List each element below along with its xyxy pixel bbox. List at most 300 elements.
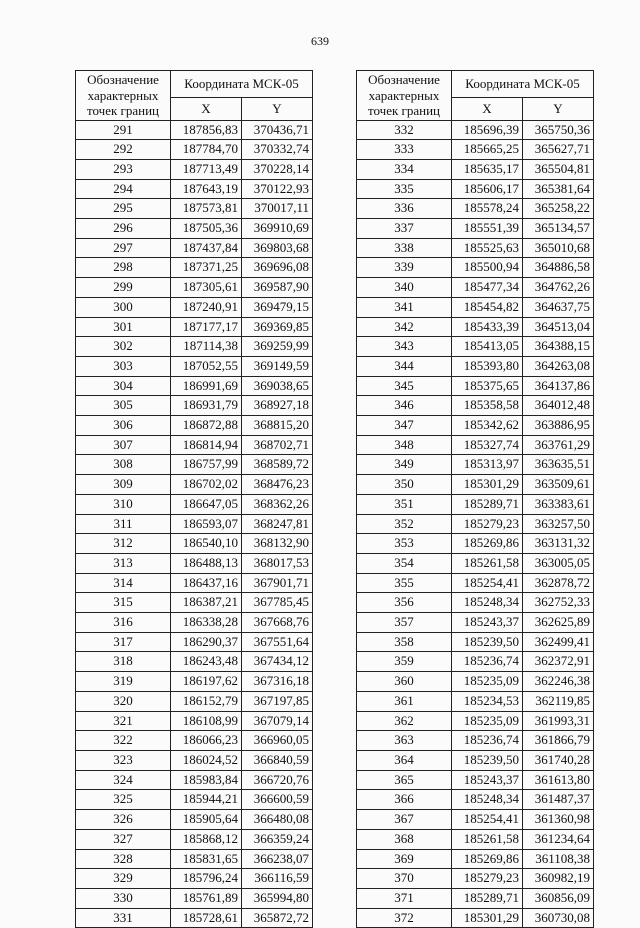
table-row — [76, 731, 313, 751]
point-number: 321 — [76, 711, 171, 731]
point-number: 343 — [357, 337, 452, 357]
x-coordinate: 187052,55 — [171, 356, 242, 376]
table-row — [357, 534, 594, 554]
x-coordinate: 185983,84 — [171, 770, 242, 790]
point-number: 336 — [357, 199, 452, 219]
table-row — [357, 632, 594, 652]
x-coordinate: 185433,39 — [452, 317, 523, 337]
table-row — [76, 120, 313, 140]
point-number: 311 — [76, 514, 171, 534]
table-row — [357, 573, 594, 593]
y-coordinate: 362372,91 — [523, 652, 594, 672]
table-row — [76, 416, 313, 436]
y-coordinate: 368362,26 — [242, 494, 313, 514]
table-row — [357, 317, 594, 337]
table-row — [357, 770, 594, 790]
table-row — [357, 849, 594, 869]
y-coordinate: 370228,14 — [242, 159, 313, 179]
y-coordinate: 365381,64 — [523, 179, 594, 199]
y-coordinate: 361487,37 — [523, 790, 594, 810]
x-coordinate: 185261,58 — [452, 553, 523, 573]
x-coordinate: 185243,37 — [452, 613, 523, 633]
point-number: 315 — [76, 593, 171, 613]
x-coordinate: 186024,52 — [171, 751, 242, 771]
table-row — [76, 337, 313, 357]
x-coordinate: 186702,02 — [171, 475, 242, 495]
table-row — [76, 219, 313, 239]
y-coordinate: 368132,90 — [242, 534, 313, 554]
table-row — [357, 258, 594, 278]
table-row — [357, 120, 594, 140]
point-number: 295 — [76, 199, 171, 219]
x-coordinate: 185342,62 — [452, 416, 523, 436]
y-coordinate: 364513,04 — [523, 317, 594, 337]
point-number: 328 — [76, 849, 171, 869]
y-coordinate: 367901,71 — [242, 573, 313, 593]
point-number: 342 — [357, 317, 452, 337]
y-coordinate: 369803,68 — [242, 238, 313, 258]
x-coordinate: 185254,41 — [452, 573, 523, 593]
point-number: 320 — [76, 691, 171, 711]
x-coordinate: 186991,69 — [171, 376, 242, 396]
x-coordinate: 186593,07 — [171, 514, 242, 534]
y-coordinate: 362625,89 — [523, 613, 594, 633]
table-row — [357, 829, 594, 849]
point-number: 309 — [76, 475, 171, 495]
header-coordinate: Координата МСК-05 — [171, 71, 313, 98]
point-number: 345 — [357, 376, 452, 396]
point-number: 326 — [76, 810, 171, 830]
coordinates-table-right — [356, 70, 594, 928]
y-coordinate: 368702,71 — [242, 435, 313, 455]
point-number: 322 — [76, 731, 171, 751]
y-coordinate: 365134,57 — [523, 219, 594, 239]
header-coordinate: Координата МСК-05 — [452, 71, 594, 98]
y-coordinate: 370017,11 — [242, 199, 313, 219]
x-coordinate: 185235,09 — [452, 711, 523, 731]
x-coordinate: 186931,79 — [171, 396, 242, 416]
x-coordinate: 186540,10 — [171, 534, 242, 554]
x-coordinate: 185313,97 — [452, 455, 523, 475]
table-row — [76, 593, 313, 613]
y-coordinate: 368017,53 — [242, 553, 313, 573]
x-coordinate: 186387,21 — [171, 593, 242, 613]
point-number: 335 — [357, 179, 452, 199]
x-coordinate: 187437,84 — [171, 238, 242, 258]
y-coordinate: 367434,12 — [242, 652, 313, 672]
x-coordinate: 187240,91 — [171, 297, 242, 317]
point-number: 300 — [76, 297, 171, 317]
x-coordinate: 187505,36 — [171, 219, 242, 239]
x-coordinate: 186066,23 — [171, 731, 242, 751]
table-row — [76, 297, 313, 317]
table-row — [76, 258, 313, 278]
point-number: 299 — [76, 278, 171, 298]
x-coordinate: 185248,34 — [452, 790, 523, 810]
table-row — [76, 553, 313, 573]
y-coordinate: 361234,64 — [523, 829, 594, 849]
x-coordinate: 186488,13 — [171, 553, 242, 573]
y-coordinate: 365872,72 — [242, 908, 313, 928]
point-number: 325 — [76, 790, 171, 810]
point-number: 337 — [357, 219, 452, 239]
y-coordinate: 365750,36 — [523, 120, 594, 140]
x-coordinate: 186197,62 — [171, 672, 242, 692]
point-number: 359 — [357, 652, 452, 672]
point-number: 353 — [357, 534, 452, 554]
y-coordinate: 364886,58 — [523, 258, 594, 278]
table-row — [357, 435, 594, 455]
point-number: 334 — [357, 159, 452, 179]
x-coordinate: 185525,63 — [452, 238, 523, 258]
y-coordinate: 364012,48 — [523, 396, 594, 416]
point-number: 324 — [76, 770, 171, 790]
x-coordinate: 187573,81 — [171, 199, 242, 219]
x-coordinate: 185239,50 — [452, 751, 523, 771]
table-row — [357, 199, 594, 219]
point-number: 316 — [76, 613, 171, 633]
y-coordinate: 366720,76 — [242, 770, 313, 790]
table-row — [357, 297, 594, 317]
x-coordinate: 186757,99 — [171, 455, 242, 475]
x-coordinate: 187371,25 — [171, 258, 242, 278]
x-coordinate: 185289,71 — [452, 888, 523, 908]
y-coordinate: 361613,80 — [523, 770, 594, 790]
y-coordinate: 367668,76 — [242, 613, 313, 633]
table-row — [76, 829, 313, 849]
y-coordinate: 365258,22 — [523, 199, 594, 219]
table-row — [76, 888, 313, 908]
header-y: Y — [242, 97, 313, 120]
page-number: 639 — [311, 34, 329, 48]
point-number: 301 — [76, 317, 171, 337]
table-row — [76, 751, 313, 771]
x-coordinate: 185413,05 — [452, 337, 523, 357]
y-coordinate: 370436,71 — [242, 120, 313, 140]
y-coordinate: 364388,15 — [523, 337, 594, 357]
x-coordinate: 185831,65 — [171, 849, 242, 869]
y-coordinate: 364137,86 — [523, 376, 594, 396]
point-number: 366 — [357, 790, 452, 810]
point-number: 306 — [76, 416, 171, 436]
point-number: 302 — [76, 337, 171, 357]
y-coordinate: 360856,09 — [523, 888, 594, 908]
y-coordinate: 362752,33 — [523, 593, 594, 613]
x-coordinate: 186437,16 — [171, 573, 242, 593]
point-number: 297 — [76, 238, 171, 258]
table-row — [76, 396, 313, 416]
x-coordinate: 187114,38 — [171, 337, 242, 357]
point-number: 348 — [357, 435, 452, 455]
table-row — [357, 888, 594, 908]
y-coordinate: 365994,80 — [242, 888, 313, 908]
x-coordinate: 185301,29 — [452, 908, 523, 928]
table-row — [357, 179, 594, 199]
x-coordinate: 185606,17 — [452, 179, 523, 199]
table-row — [357, 278, 594, 298]
x-coordinate: 185269,86 — [452, 534, 523, 554]
x-coordinate: 185578,24 — [452, 199, 523, 219]
point-number: 339 — [357, 258, 452, 278]
point-number: 307 — [76, 435, 171, 455]
table-row — [76, 475, 313, 495]
y-coordinate: 367551,64 — [242, 632, 313, 652]
y-coordinate: 361740,28 — [523, 751, 594, 771]
x-coordinate: 185551,39 — [452, 219, 523, 239]
point-number: 318 — [76, 652, 171, 672]
x-coordinate: 185269,86 — [452, 849, 523, 869]
point-number: 370 — [357, 869, 452, 889]
table-row — [357, 672, 594, 692]
y-coordinate: 363257,50 — [523, 514, 594, 534]
x-coordinate: 185236,74 — [452, 652, 523, 672]
y-coordinate: 369038,65 — [242, 376, 313, 396]
table-row — [357, 711, 594, 731]
point-number: 352 — [357, 514, 452, 534]
x-coordinate: 185248,34 — [452, 593, 523, 613]
point-number: 371 — [357, 888, 452, 908]
point-number: 313 — [76, 553, 171, 573]
x-coordinate: 185944,21 — [171, 790, 242, 810]
table-row — [357, 593, 594, 613]
point-number: 332 — [357, 120, 452, 140]
x-coordinate: 187713,49 — [171, 159, 242, 179]
y-coordinate: 369259,99 — [242, 337, 313, 357]
point-number: 327 — [76, 829, 171, 849]
point-number: 368 — [357, 829, 452, 849]
x-coordinate: 186647,05 — [171, 494, 242, 514]
table-row — [357, 416, 594, 436]
y-coordinate: 362499,41 — [523, 632, 594, 652]
y-coordinate: 363509,61 — [523, 475, 594, 495]
point-number: 293 — [76, 159, 171, 179]
header-x: X — [452, 97, 523, 120]
table-row — [357, 159, 594, 179]
header-designation: Обозначение характерных точек границ — [76, 71, 171, 121]
x-coordinate: 187305,61 — [171, 278, 242, 298]
x-coordinate: 186872,88 — [171, 416, 242, 436]
table-row — [357, 514, 594, 534]
y-coordinate: 364263,08 — [523, 356, 594, 376]
table-row — [76, 435, 313, 455]
table-row — [357, 869, 594, 889]
table-row — [357, 475, 594, 495]
y-coordinate: 366480,08 — [242, 810, 313, 830]
header-x: X — [171, 97, 242, 120]
point-number: 303 — [76, 356, 171, 376]
table-row — [76, 376, 313, 396]
table-row — [357, 356, 594, 376]
point-number: 355 — [357, 573, 452, 593]
table-row — [76, 199, 313, 219]
point-number: 291 — [76, 120, 171, 140]
point-number: 367 — [357, 810, 452, 830]
point-number: 358 — [357, 632, 452, 652]
x-coordinate: 185289,71 — [452, 494, 523, 514]
point-number: 362 — [357, 711, 452, 731]
table-row — [76, 613, 313, 633]
x-coordinate: 185301,29 — [452, 475, 523, 495]
y-coordinate: 361993,31 — [523, 711, 594, 731]
y-coordinate: 368815,20 — [242, 416, 313, 436]
point-number: 304 — [76, 376, 171, 396]
table-row — [76, 238, 313, 258]
point-number: 294 — [76, 179, 171, 199]
table-row — [76, 317, 313, 337]
y-coordinate: 369149,59 — [242, 356, 313, 376]
point-number: 372 — [357, 908, 452, 928]
point-number: 361 — [357, 691, 452, 711]
x-coordinate: 186290,37 — [171, 632, 242, 652]
y-coordinate: 368589,72 — [242, 455, 313, 475]
point-number: 319 — [76, 672, 171, 692]
y-coordinate: 361108,38 — [523, 849, 594, 869]
point-number: 317 — [76, 632, 171, 652]
point-number: 354 — [357, 553, 452, 573]
x-coordinate: 185477,34 — [452, 278, 523, 298]
table-row — [357, 790, 594, 810]
table-row — [76, 356, 313, 376]
table-row — [357, 140, 594, 160]
table-row — [357, 613, 594, 633]
y-coordinate: 363005,05 — [523, 553, 594, 573]
table-row — [357, 219, 594, 239]
point-number: 323 — [76, 751, 171, 771]
point-number: 357 — [357, 613, 452, 633]
table-row — [76, 672, 313, 692]
table-row — [357, 238, 594, 258]
point-number: 350 — [357, 475, 452, 495]
x-coordinate: 185905,64 — [171, 810, 242, 830]
table-row — [357, 652, 594, 672]
x-coordinate: 185635,17 — [452, 159, 523, 179]
x-coordinate: 187784,70 — [171, 140, 242, 160]
y-coordinate: 367316,18 — [242, 672, 313, 692]
x-coordinate: 185236,74 — [452, 731, 523, 751]
table-row — [357, 751, 594, 771]
x-coordinate: 186152,79 — [171, 691, 242, 711]
table-body-left — [76, 120, 313, 928]
point-number: 308 — [76, 455, 171, 475]
point-number: 312 — [76, 534, 171, 554]
x-coordinate: 185235,09 — [452, 672, 523, 692]
x-coordinate: 185279,23 — [452, 514, 523, 534]
x-coordinate: 186338,28 — [171, 613, 242, 633]
x-coordinate: 185261,58 — [452, 829, 523, 849]
y-coordinate: 370332,74 — [242, 140, 313, 160]
point-number: 347 — [357, 416, 452, 436]
table-row — [357, 376, 594, 396]
x-coordinate: 185239,50 — [452, 632, 523, 652]
point-number: 351 — [357, 494, 452, 514]
x-coordinate: 185454,82 — [452, 297, 523, 317]
point-number: 298 — [76, 258, 171, 278]
x-coordinate: 185796,24 — [171, 869, 242, 889]
point-number: 364 — [357, 751, 452, 771]
point-number: 305 — [76, 396, 171, 416]
table-row — [76, 514, 313, 534]
y-coordinate: 369696,08 — [242, 258, 313, 278]
y-coordinate: 363383,61 — [523, 494, 594, 514]
table-body-right — [357, 120, 594, 928]
point-number: 356 — [357, 593, 452, 613]
y-coordinate: 369369,85 — [242, 317, 313, 337]
x-coordinate: 185375,65 — [452, 376, 523, 396]
table-row — [357, 494, 594, 514]
point-number: 296 — [76, 219, 171, 239]
point-number: 314 — [76, 573, 171, 593]
point-number: 330 — [76, 888, 171, 908]
table-row — [357, 337, 594, 357]
x-coordinate: 187177,17 — [171, 317, 242, 337]
x-coordinate: 185358,58 — [452, 396, 523, 416]
point-number: 340 — [357, 278, 452, 298]
y-coordinate: 362878,72 — [523, 573, 594, 593]
y-coordinate: 369479,15 — [242, 297, 313, 317]
table-row — [76, 179, 313, 199]
x-coordinate: 185696,39 — [452, 120, 523, 140]
point-number: 341 — [357, 297, 452, 317]
table-row — [76, 455, 313, 475]
x-coordinate: 185728,61 — [171, 908, 242, 928]
y-coordinate: 360982,19 — [523, 869, 594, 889]
point-number: 346 — [357, 396, 452, 416]
y-coordinate: 360730,08 — [523, 908, 594, 928]
x-coordinate: 187856,83 — [171, 120, 242, 140]
point-number: 369 — [357, 849, 452, 869]
y-coordinate: 366359,24 — [242, 829, 313, 849]
y-coordinate: 364762,26 — [523, 278, 594, 298]
table-row — [357, 731, 594, 751]
y-coordinate: 366840,59 — [242, 751, 313, 771]
y-coordinate: 367197,85 — [242, 691, 313, 711]
x-coordinate: 185243,37 — [452, 770, 523, 790]
point-number: 310 — [76, 494, 171, 514]
table-row — [76, 691, 313, 711]
y-coordinate: 363131,32 — [523, 534, 594, 554]
y-coordinate: 366238,07 — [242, 849, 313, 869]
y-coordinate: 365010,68 — [523, 238, 594, 258]
table-row — [357, 691, 594, 711]
header-designation: Обозначение характерных точек границ — [357, 71, 452, 121]
x-coordinate: 185254,41 — [452, 810, 523, 830]
table-row — [357, 455, 594, 475]
y-coordinate: 368927,18 — [242, 396, 313, 416]
header-y: Y — [523, 97, 594, 120]
table-row — [76, 790, 313, 810]
y-coordinate: 365627,71 — [523, 140, 594, 160]
table-row — [76, 573, 313, 593]
table-row — [357, 810, 594, 830]
x-coordinate: 185393,80 — [452, 356, 523, 376]
y-coordinate: 362119,85 — [523, 691, 594, 711]
y-coordinate: 367079,14 — [242, 711, 313, 731]
x-coordinate: 185665,25 — [452, 140, 523, 160]
point-number: 292 — [76, 140, 171, 160]
table-row — [76, 810, 313, 830]
table-row — [76, 278, 313, 298]
y-coordinate: 367785,45 — [242, 593, 313, 613]
table-row — [76, 849, 313, 869]
y-coordinate: 363635,51 — [523, 455, 594, 475]
point-number: 329 — [76, 869, 171, 889]
y-coordinate: 369910,69 — [242, 219, 313, 239]
coordinates-table-left — [75, 70, 313, 928]
x-coordinate: 185761,89 — [171, 888, 242, 908]
y-coordinate: 370122,93 — [242, 179, 313, 199]
y-coordinate: 365504,81 — [523, 159, 594, 179]
point-number: 338 — [357, 238, 452, 258]
